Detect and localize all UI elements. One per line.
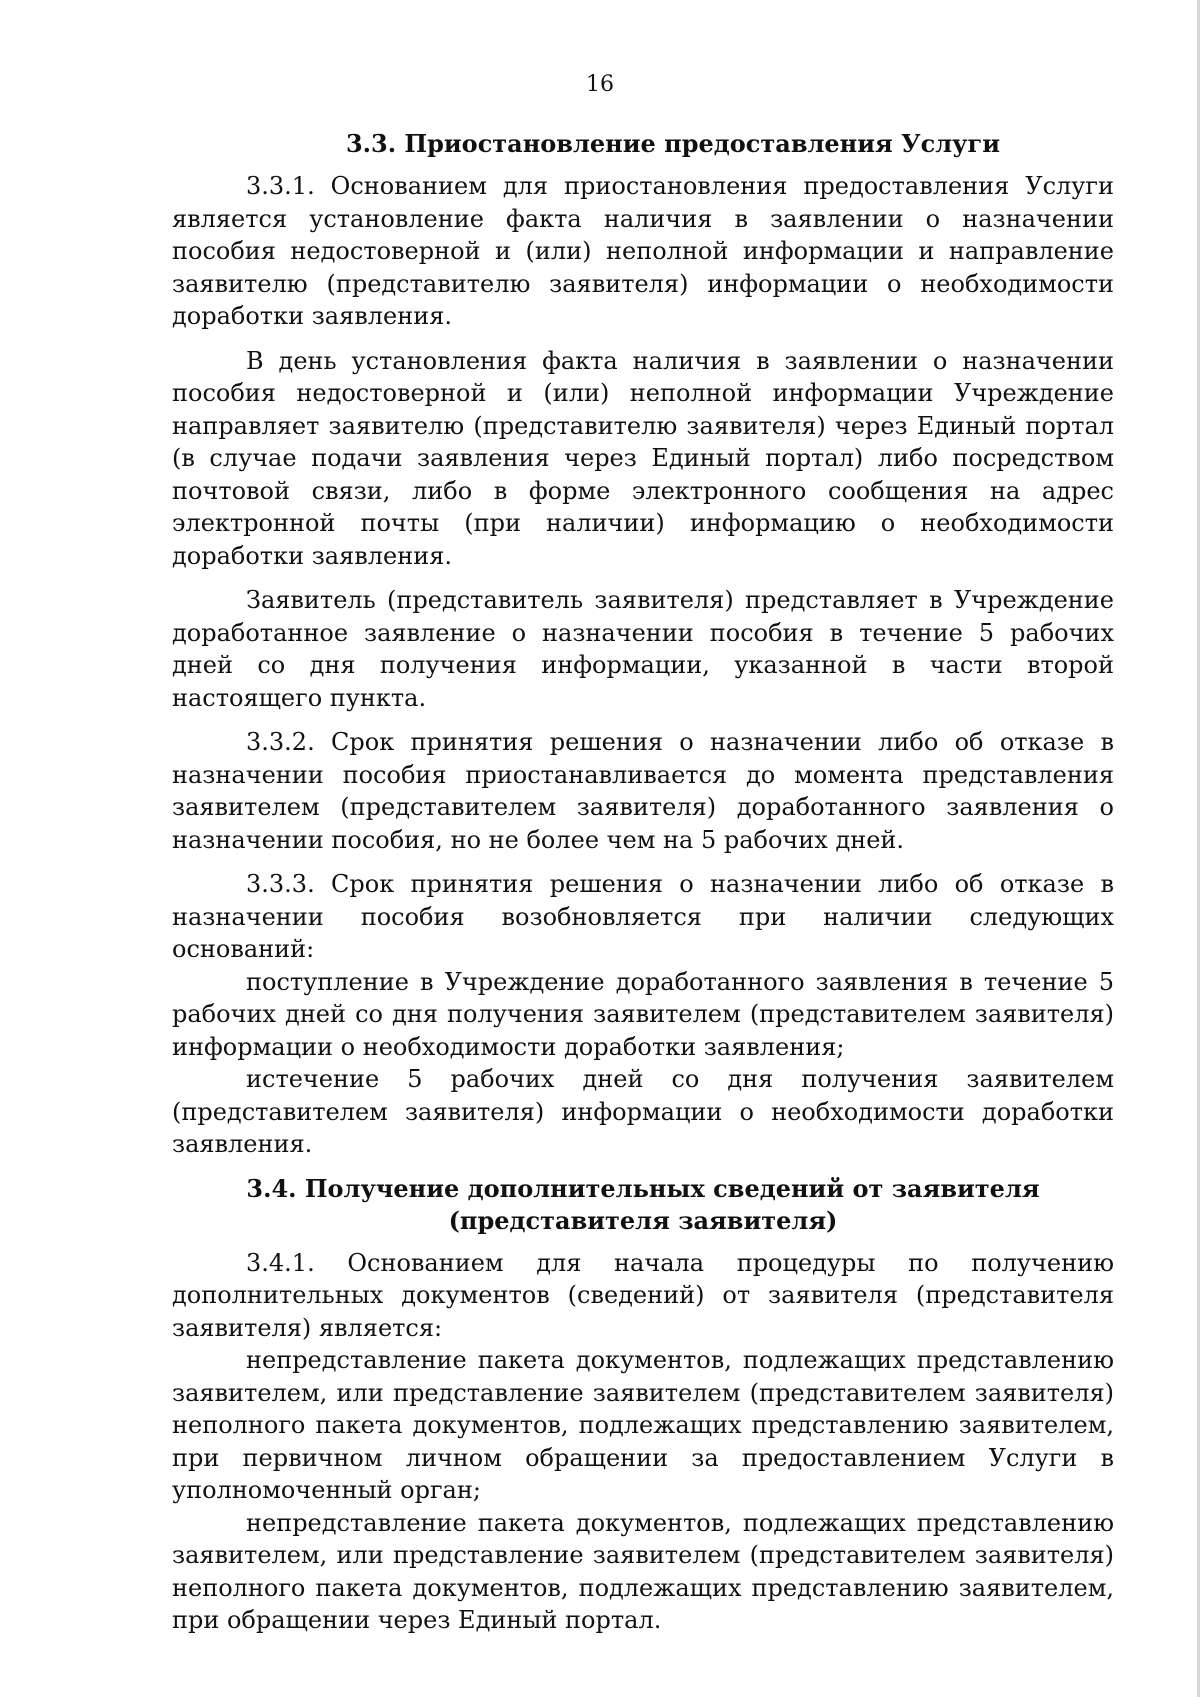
paragraph-3-3-1: 3.3.1. Основанием для приостановления предоставления Услуги является установление факта наличия в заявлении о назначении пособия недостоверной и (или) неполной информации и направление заявителю (представителю заявителя) информации о необходимости доработки заявления. [172,172,1114,330]
paragraph-3-3-3-item2: истечение 5 рабочих дней со дня получения заявителем (представителем заявителя) информации о необходимости доработки заявления. [172,1065,1114,1158]
section-3-4-heading-line1: 3.4. Получение дополнительных сведений от заявителя [246,1173,1040,1203]
paragraph-3-3-3: 3.3.3. Срок принятия решения о назначении либо об отказе в назначении пособия возобновляется при наличии следующих оснований: [172,870,1114,963]
paragraph-3-3-3-item1: поступление в Учреждение доработанного заявления в течение 5 рабочих дней со дня получения заявителем (представителем заявителя) информации о необходимости доработки заявления; [172,967,1114,1061]
section-3-4-heading [172,1173,1114,1237]
page-number: 16 [586,72,614,97]
paragraph-3-3-2: 3.3.2. Срок принятия решения о назначении либо об отказе в назначении пособия приостанавливается до момента представления заявителем (представителем заявителя) доработанного заявления о назначении пособия, но не более чем на 5 рабочих дней. [172,728,1114,854]
paragraph-3-4-1-item1: непредставление пакета документов, подлежащих представлению заявителем, или представление заявителем (представителем заявителя) неполного пакета документов, подлежащих представлению заявителем, при первичном личном обращении за предоставлением Услуги в уполномоченный орган; [172,1346,1114,1504]
section-3-4-heading-line2: (представителя заявителя) [448,1205,838,1235]
document-body [172,128,1114,1637]
paragraph-3-4-1: 3.4.1. Основанием для начала процедуры по получению дополнительных документов (сведений) от заявителя (представителя заявителя) является: [172,1248,1114,1342]
section-3-3-heading: 3.3. Приостановление предоставления Услуги [345,129,1001,158]
paragraph-3-3-1-part2: В день установления факта наличия в заявлении о назначении пособия недостоверной и (или) неполной информации Учреждение направляет заявителю (представителю заявителя) через Единый портал (в случае подачи заявления через Единый портал) либо посредством почтовой связи, либо в форме электронного сообщения на адрес электронной почты (при наличии) информацию о необходимости доработки заявления. [172,346,1114,570]
paragraph-3-3-1-part3: Заявитель (представитель заявителя) представляет в Учреждение доработанное заявление о назначении пособия в течение 5 рабочих дней со дня получения информации, указанной в части второй настоящего пункта. [172,586,1114,712]
paragraph-3-4-1-item2: непредставление пакета документов, подлежащих представлению заявителем, или представление заявителем (представителем заявителя) неполного пакета документов, подлежащих представлению заявителем, при обращении через Единый портал. [172,1508,1114,1634]
